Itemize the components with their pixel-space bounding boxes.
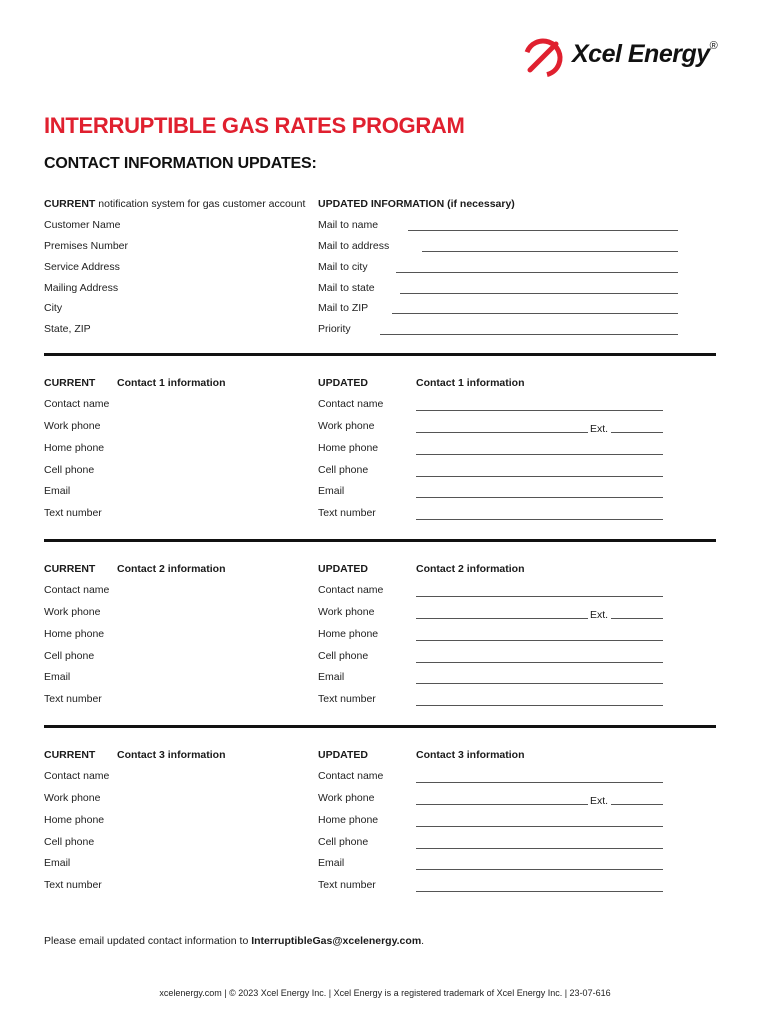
contact-updated-field-input[interactable] — [416, 891, 663, 892]
account-current-field: Customer Name — [44, 219, 121, 231]
contact-updated-field-input[interactable] — [416, 497, 663, 498]
ext-label: Ext. — [590, 609, 609, 621]
contact-current-field: Text number — [44, 693, 102, 705]
contact-current-field: Text number — [44, 879, 102, 891]
contact-current-field: Home phone — [44, 442, 105, 454]
contact-updated-field-input[interactable] — [416, 848, 663, 849]
account-updated-field-input[interactable] — [408, 230, 678, 231]
contact-current-field: Cell phone — [44, 650, 95, 662]
contact-updated-field-label: Text number — [318, 507, 376, 519]
contact-current-label: CURRENT — [44, 563, 96, 575]
contact-current-label: CURRENT — [44, 377, 96, 389]
contact-updated-field-label: Home phone — [318, 628, 379, 640]
contact-updated-field-label: Work phone — [318, 420, 375, 432]
contact-updated-field-label: Email — [318, 857, 345, 869]
contact-updated-field-label: Cell phone — [318, 836, 369, 848]
contact-current-field: Contact name — [44, 584, 110, 596]
account-updated-field-label: Mail to name — [318, 219, 379, 231]
contact-updated-field-label: Email — [318, 485, 345, 497]
contact-updated-field-input[interactable] — [416, 683, 663, 684]
account-current-field: State, ZIP — [44, 323, 91, 335]
account-current-field: City — [44, 302, 63, 314]
contact-current-field: Text number — [44, 507, 102, 519]
account-current-field: Premises Number — [44, 240, 129, 252]
account-updated-header: UPDATED INFORMATION (if necessary) — [318, 198, 515, 210]
contact-updated-field-label: Text number — [318, 879, 376, 891]
contact-current-field: Contact name — [44, 398, 110, 410]
account-updated-field-input[interactable] — [392, 313, 678, 314]
account-updated-field-label: Mail to address — [318, 240, 390, 252]
account-updated-field-label: Mail to ZIP — [318, 302, 369, 314]
account-current-field: Mailing Address — [44, 282, 119, 294]
contact-current-field: Home phone — [44, 814, 105, 826]
contact-updated-field-label: Contact name — [318, 398, 384, 410]
contact-updated-field-label: Cell phone — [318, 650, 369, 662]
contact-work-phone-input[interactable] — [416, 804, 588, 805]
contact-updated-field-label: Contact name — [318, 770, 384, 782]
contact-current-title: Contact 3 information — [117, 749, 226, 761]
contact-work-phone-input[interactable] — [416, 618, 588, 619]
account-updated-field-input[interactable] — [422, 251, 678, 252]
contact-current-title: Contact 1 information — [117, 377, 226, 389]
section-divider — [44, 353, 716, 356]
contact-updated-field-input[interactable] — [416, 826, 663, 827]
contact-ext-input[interactable] — [611, 804, 663, 805]
contact-current-label: CURRENT — [44, 749, 96, 761]
ext-label: Ext. — [590, 795, 609, 807]
contact-current-field: Home phone — [44, 628, 105, 640]
account-updated-field-input[interactable] — [380, 334, 678, 335]
contact-updated-field-input[interactable] — [416, 662, 663, 663]
contact-updated-field-input[interactable] — [416, 476, 663, 477]
page-subtitle: CONTACT INFORMATION UPDATES: — [44, 155, 317, 172]
contact-updated-field-input[interactable] — [416, 454, 663, 455]
account-current-header: CURRENT notification system for gas customer account — [44, 198, 306, 210]
account-updated-field-label: Priority — [318, 323, 351, 335]
contact-work-phone-input[interactable] — [416, 432, 588, 433]
contact-updated-field-input[interactable] — [416, 782, 663, 783]
contact-updated-field-input[interactable] — [416, 519, 663, 520]
page-footer: xcelenergy.com | © 2023 Xcel Energy Inc. | Xcel Energy is a registered trademark of Xcel Energy Inc. | 23-07-616 — [159, 988, 611, 998]
contact-updated-title: Contact 2 information — [416, 563, 525, 575]
contact-updated-field-label: Work phone — [318, 606, 375, 618]
contact-ext-input[interactable] — [611, 618, 663, 619]
contact-ext-input[interactable] — [611, 432, 663, 433]
contact-current-field: Work phone — [44, 792, 101, 804]
contact-updated-field-input[interactable] — [416, 705, 663, 706]
ext-label: Ext. — [590, 423, 609, 435]
contact-updated-field-label: Email — [318, 671, 345, 683]
contact-current-field: Email — [44, 671, 71, 683]
account-updated-field-label: Mail to city — [318, 261, 368, 273]
contact-updated-title: Contact 1 information — [416, 377, 525, 389]
account-updated-field-input[interactable] — [400, 293, 678, 294]
contact-current-field: Cell phone — [44, 464, 95, 476]
logo-wordmark: Xcel Energy® — [572, 40, 718, 68]
contact-updated-label: UPDATED — [318, 563, 368, 575]
contact-updated-field-label: Contact name — [318, 584, 384, 596]
contact-current-field: Cell phone — [44, 836, 95, 848]
contact-updated-field-label: Home phone — [318, 442, 379, 454]
contact-updated-title: Contact 3 information — [416, 749, 525, 761]
contact-updated-field-label: Work phone — [318, 792, 375, 804]
contact-updated-field-input[interactable] — [416, 596, 663, 597]
contact-current-field: Email — [44, 485, 71, 497]
account-updated-field-input[interactable] — [396, 272, 678, 273]
contact-updated-label: UPDATED — [318, 749, 368, 761]
email-link[interactable]: InterruptibleGas@xcelenergy.com — [251, 935, 422, 947]
contact-current-title: Contact 2 information — [117, 563, 226, 575]
section-divider — [44, 539, 716, 542]
contact-updated-field-label: Cell phone — [318, 464, 369, 476]
contact-updated-field-label: Text number — [318, 693, 376, 705]
contact-updated-field-label: Home phone — [318, 814, 379, 826]
section-divider — [44, 725, 716, 728]
contact-updated-field-input[interactable] — [416, 869, 663, 870]
contact-updated-field-input[interactable] — [416, 410, 663, 411]
account-updated-field-label: Mail to state — [318, 282, 375, 294]
contact-updated-label: UPDATED — [318, 377, 368, 389]
page-title: INTERRUPTIBLE GAS RATES PROGRAM — [44, 113, 465, 138]
account-current-field: Service Address — [44, 261, 120, 273]
contact-current-field: Work phone — [44, 420, 101, 432]
contact-updated-field-input[interactable] — [416, 640, 663, 641]
contact-current-field: Email — [44, 857, 71, 869]
email-note: Please email updated contact information to InterruptibleGas@xcelenergy.com. — [44, 935, 425, 947]
contact-current-field: Work phone — [44, 606, 101, 618]
contact-current-field: Contact name — [44, 770, 110, 782]
